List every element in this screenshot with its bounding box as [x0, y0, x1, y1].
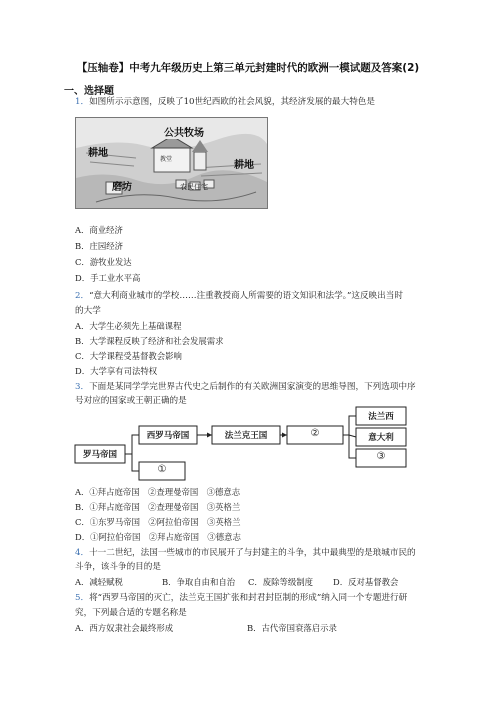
q3-option-d[interactable]: D．①阿拉伯帝国 ②拜占庭帝国 ③德意志: [75, 532, 241, 542]
label-houses: 农民住宅: [180, 183, 208, 191]
question-2-stem-cont: 的大学: [75, 306, 101, 316]
node-roman-empire: 罗马帝国: [82, 450, 117, 460]
node-france: 法兰西: [368, 412, 394, 422]
question-number: 4．: [75, 548, 90, 558]
q2-option-c[interactable]: C．大学课程受基督教会影响: [75, 351, 182, 361]
node-blank-3: ③: [376, 451, 386, 462]
label-church: 教堂: [160, 156, 173, 163]
question-4-stem-cont: 斗争，该斗争的目的是: [75, 562, 161, 572]
node-west-roman-empire: 西罗马帝国: [146, 431, 190, 441]
question-number: 1．: [75, 97, 90, 107]
question-number: 2．: [75, 291, 90, 301]
q2-option-a[interactable]: A．大学生必须先上基础课程: [75, 321, 182, 331]
manor-illustration: [75, 117, 268, 209]
q3-option-b[interactable]: B．①拜占庭帝国 ②查理曼帝国 ③英格兰: [75, 502, 241, 512]
question-5-stem-cont: 究，下列最合适的专题名称是: [75, 608, 187, 618]
question-1-stem: 1．如图所示示意图，反映了10世纪西欧的社会风貌，其经济发展的最大特色是: [75, 97, 375, 107]
section-heading: 一、选择题: [64, 86, 114, 97]
q4-option-d[interactable]: D．反对基督教会: [333, 577, 399, 587]
question-4-stem: 4．十一二世纪，法国一些城市的市民展开了与封建主的斗争，其中最典型的是琅城市民的: [75, 548, 416, 558]
question-3-stem: 3．下面是某同学学完世界古代史之后制作的有关欧洲国家演变的思维导图，下列选项中序: [75, 382, 416, 392]
label-field-left: 耕地: [88, 148, 108, 159]
node-frankish-kingdom: 法兰克王国: [224, 431, 268, 441]
q2-option-d[interactable]: D．大学享有司法特权: [75, 366, 158, 376]
label-mill: 磨坊: [112, 182, 132, 193]
question-5-stem: 5．将“西罗马帝国的灭亡，法兰克王国扩张和封君封臣制的形成”纳入同一个专题进行研: [75, 593, 408, 603]
question-number: 5．: [75, 593, 90, 603]
node-blank-1: ①: [157, 464, 167, 475]
q1-option-b[interactable]: B．庄园经济: [75, 241, 124, 251]
question-number: 3．: [75, 382, 90, 392]
q3-option-c[interactable]: C．①东罗马帝国 ②阿拉伯帝国 ③英格兰: [75, 517, 241, 527]
label-pasture: 公共牧场: [164, 124, 204, 139]
question-2-stem: 2．“意大利商业城市的学校……注重教授商人所需要的语文知识和法学。”这反映出当时: [75, 291, 403, 301]
q4-option-c[interactable]: C．废除等级制度: [248, 577, 314, 587]
node-blank-2: ②: [310, 428, 320, 439]
q5-option-b[interactable]: B．古代帝国衰落启示录: [247, 623, 337, 633]
q5-option-a[interactable]: A．西方奴隶社会最终形成: [75, 623, 174, 633]
q4-option-a[interactable]: A．减轻赋税: [75, 577, 123, 587]
label-field-right: 耕地: [234, 160, 254, 171]
q1-option-d[interactable]: D．手工业水平高: [75, 273, 141, 283]
mind-map-diagram: [72, 405, 412, 483]
q3-option-a[interactable]: A．①拜占庭帝国 ②查理曼帝国 ③德意志: [75, 487, 241, 497]
q2-option-b[interactable]: B．大学课程反映了经济和社会发展需求: [75, 336, 224, 346]
question-3-stem-cont: 号对应的国家或王朝正确的是: [75, 396, 187, 406]
q1-option-a[interactable]: A．商业经济: [75, 225, 123, 235]
q4-option-b[interactable]: B．争取自由和自治: [162, 577, 236, 587]
page-title: 【压轴卷】中考九年级历史上第三单元封建时代的欧洲一模试题及答案(2): [76, 62, 420, 74]
q1-option-c[interactable]: C．游牧业发达: [75, 257, 132, 267]
node-italy: 意大利: [368, 433, 394, 443]
